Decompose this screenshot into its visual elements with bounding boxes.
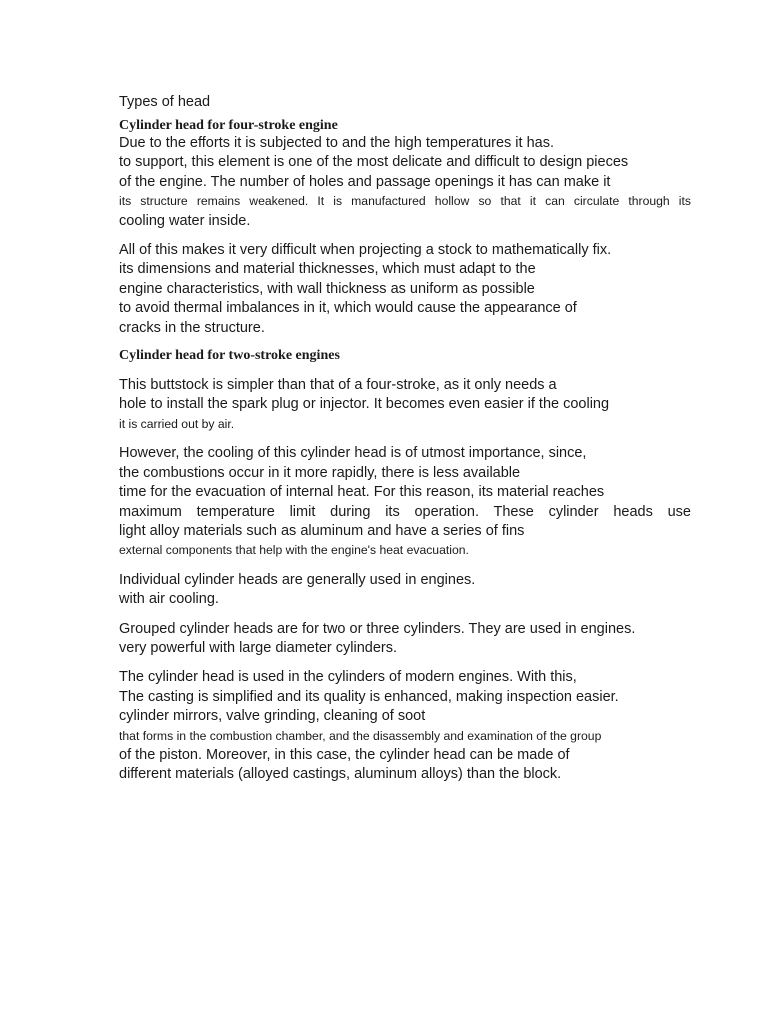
section-four-stroke xyxy=(119,134,691,338)
text-line: of the engine. The number of holes and passage openings it has can make it xyxy=(119,173,611,190)
text-line: engine characteristics, with wall thickness as uniform as possible xyxy=(119,280,535,297)
text-line: maximum temperature limit during its operation. These cylinder heads use xyxy=(119,503,691,520)
text-line: it is carried out by air. xyxy=(119,416,235,431)
section-heading-four-stroke: Cylinder head for four-stroke engine xyxy=(119,118,338,133)
text-line: cylinder mirrors, valve grinding, cleaning of soot xyxy=(119,708,426,725)
text-line: Grouped cylinder heads are for two or three cylinders. They are used in engines. xyxy=(119,620,636,637)
text-line: All of this makes it very difficult when projecting a stock to mathematically fix. xyxy=(119,242,612,259)
text-line: different materials (alloyed castings, aluminum alloys) than the block. xyxy=(119,766,562,783)
section-heading-two-stroke: Cylinder head for two-stroke engines xyxy=(119,348,340,364)
text-line: Due to the efforts it is subjected to and the high temperatures it has. xyxy=(119,135,554,151)
text-line: of the piston. Moreover, in this case, the cylinder head can be made of xyxy=(119,746,570,763)
paragraph xyxy=(119,668,691,784)
text-line: external components that help with the engine's heat evacuation. xyxy=(119,543,469,558)
text-line: its dimensions and material thicknesses, which must adapt to the xyxy=(119,261,536,278)
text-line: This buttstock is simpler than that of a four-stroke, as it only needs a xyxy=(119,377,557,394)
text-line: its structure remains weakened. It is manufactured hollow so that it can circulate through its xyxy=(119,194,691,209)
document-title: Types of head xyxy=(119,94,211,110)
text-line: to avoid thermal imbalances in it, which would cause the appearance of xyxy=(119,300,577,317)
text-line: cracks in the structure. xyxy=(119,319,265,336)
text-line: with air cooling. xyxy=(119,591,219,608)
document-body xyxy=(119,92,691,795)
paragraph xyxy=(119,571,691,610)
text-line: very powerful with large diameter cylinders. xyxy=(119,639,398,656)
paragraph xyxy=(119,376,691,434)
paragraph xyxy=(119,241,691,338)
section-two-stroke xyxy=(119,376,691,785)
text-line: Individual cylinder heads are generally used in engines. xyxy=(119,571,476,588)
text-line: light alloy materials such as aluminum and have a series of fins xyxy=(119,522,525,539)
text-line: the combustions occur in it more rapidly, there is less available xyxy=(119,464,521,481)
paragraph xyxy=(119,620,691,659)
text-line: The casting is simplified and its quality is enhanced, making inspection easier. xyxy=(119,688,619,705)
text-line: time for the evacuation of internal heat. For this reason, its material reaches xyxy=(119,484,605,501)
paragraph xyxy=(119,444,691,560)
text-line: However, the cooling of this cylinder head is of utmost importance, since, xyxy=(119,445,587,462)
text-line: hole to install the spark plug or injector. It becomes even easier if the cooling xyxy=(119,396,610,413)
paragraph xyxy=(119,134,691,231)
text-line: that forms in the combustion chamber, and the disassembly and examination of the group xyxy=(119,728,602,743)
text-line: to support, this element is one of the most delicate and difficult to design pieces xyxy=(119,154,629,171)
text-line: cooling water inside. xyxy=(119,212,251,229)
text-line: The cylinder head is used in the cylinders of modern engines. With this, xyxy=(119,669,577,686)
